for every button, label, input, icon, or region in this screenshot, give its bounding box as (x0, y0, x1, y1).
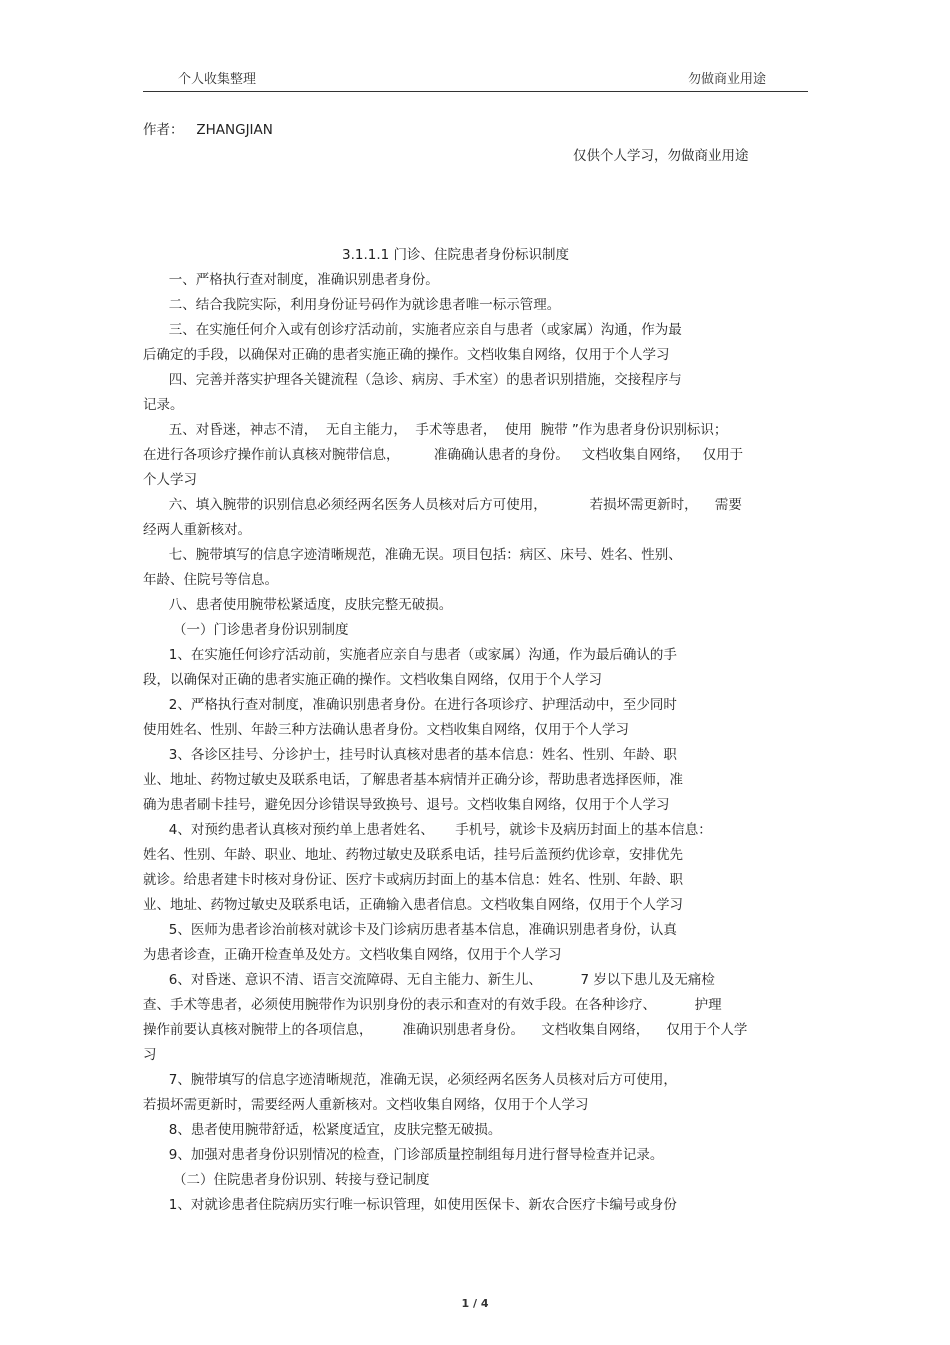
body-line: 习 (143, 1047, 157, 1063)
body-line: 确为患者刷卡挂号，避免因分诊错误导致换号、退号。文档收集自网络，仅用于个人学习 (143, 797, 670, 813)
body-line: 7、腕带填写的信息字迹清晰规范，准确无误，必须经两名医务人员核对后方可使用， (143, 1072, 677, 1088)
body-line: 6、对昏迷、意识不清、语言交流障碍、无自主能力、新生儿、 7 岁以下患儿及无痛检 (143, 972, 715, 988)
body-line: 后确定的手段，以确保对正确的患者实施正确的操作。文档收集自网络，仅用于个人学习 (143, 347, 670, 363)
body-line: 八、患者使用腕带松紧适度，皮肤完整无破损。 (143, 597, 453, 613)
header-left: 个人收集整理 (178, 72, 257, 87)
body-line: 个人学习 (143, 472, 197, 488)
page-number: 1 / 4 (461, 1297, 489, 1310)
body-line: 三、在实施任何介入或有创诊疗活动前，实施者应亲自与患者（或家属）沟通，作为最 (143, 322, 682, 338)
body-line: （一）门诊患者身份识别制度 (143, 622, 349, 638)
body-line: 在进行各项诊疗操作前认真核对腕带信息， 准确确认患者的身份。 文档收集自网络， 仅用于 (143, 447, 744, 463)
body-line: 操作前要认真核对腕带上的各项信息， 准确识别患者身份。 文档收集自网络， 仅用于个人学 (143, 1022, 748, 1038)
body-line: 姓名、性别、年龄、职业、地址、药物过敏史及联系电话，挂号后盖预约优诊章，安排优先 (143, 847, 683, 863)
body-line: 8、患者使用腕带舒适，松紧度适宜，皮肤完整无破损。 (143, 1122, 502, 1138)
body-line: 一、严格执行查对制度，准确识别患者身份。 (143, 272, 439, 288)
body-line: 若损坏需更新时，需要经两人重新核对。文档收集自网络，仅用于个人学习 (143, 1097, 589, 1113)
header-right: 勿做商业用途 (688, 72, 767, 87)
author-line: 作者： ZHANGJIAN (143, 122, 273, 138)
body-line: 查、手术等患者，必须使用腕带作为识别身份的表示和查对的有效手段。在各种诊疗、 护理 (143, 997, 722, 1013)
body-line: 1、对就诊患者住院病历实行唯一标识管理，如使用医保卡、新农合医疗卡编号或身份 (143, 1197, 677, 1213)
body-line: 二、结合我院实际，利用身份证号码作为就诊患者唯一标示管理。 (143, 297, 561, 313)
body-line: 4、对预约患者认真核对预约单上患者姓名、 手机号，就诊卡及病历封面上的基本信息： (143, 822, 712, 838)
body-line: 5、医师为患者诊治前核对就诊卡及门诊病历患者基本信息，准确识别患者身份，认真 (143, 922, 677, 938)
body-line: 2、严格执行查对制度，准确识别患者身份。在进行各项诊疗、护理活动中，至少同时 (143, 697, 677, 713)
body-line: 七、腕带填写的信息字迹清晰规范，准确无误。项目包括：病区、床号、姓名、性别、 (143, 547, 682, 563)
body-line: 业、地址、药物过敏史及联系电话，了解患者基本病情并正确分诊，帮助患者选择医师，准 (143, 772, 683, 788)
body-line: （二）住院患者身份识别、转接与登记制度 (143, 1172, 430, 1188)
body-line: 业、地址、药物过敏史及联系电话，正确输入患者信息。文档收集自网络，仅用于个人学习 (143, 897, 683, 913)
disclaimer: 仅供个人学习，勿做商业用途 (573, 148, 749, 164)
body-line: 9、加强对患者身份识别情况的检查，门诊部质量控制组每月进行督导检查并记录。 (143, 1147, 664, 1163)
body-line: 记录。 (143, 397, 184, 413)
body-line: 1、在实施任何诊疗活动前，实施者应亲自与患者（或家属）沟通，作为最后确认的手 (143, 647, 677, 663)
body-line: 使用姓名、性别、年龄三种方法确认患者身份。文档收集自网络，仅用于个人学习 (143, 722, 629, 738)
body-line: 段，以确保对正确的患者实施正确的操作。文档收集自网络，仅用于个人学习 (143, 672, 602, 688)
body-line: 3、各诊区挂号、分诊护士，挂号时认真核对患者的基本信息：姓名、性别、年龄、职 (143, 747, 677, 763)
body-line: 年龄、住院号等信息。 (143, 572, 278, 588)
body-line: 四、完善并落实护理各关键流程（急诊、病房、手术室）的患者识别措施，交接程序与 (143, 372, 682, 388)
section-title: 3.1.1.1 门诊、住院患者身份标识制度 (342, 247, 570, 263)
body-line: 就诊。给患者建卡时核对身份证、医疗卡或病历封面上的基本信息：姓名、性别、年龄、职 (143, 872, 683, 888)
body-line: 六、填入腕带的识别信息必须经两名医务人员核对后方可使用， 若损坏需更新时， 需要 (143, 497, 742, 513)
header-rule (143, 91, 808, 92)
body-line: 经两人重新核对。 (143, 522, 251, 538)
body-line: 为患者诊查，正确开检查单及处方。文档收集自网络，仅用于个人学习 (143, 947, 562, 963)
body-line: 五、对昏迷，神志不清， 无自主能力， 手术等患者， 使用 腕带 ”作为患者身份识别标识； (143, 422, 728, 438)
